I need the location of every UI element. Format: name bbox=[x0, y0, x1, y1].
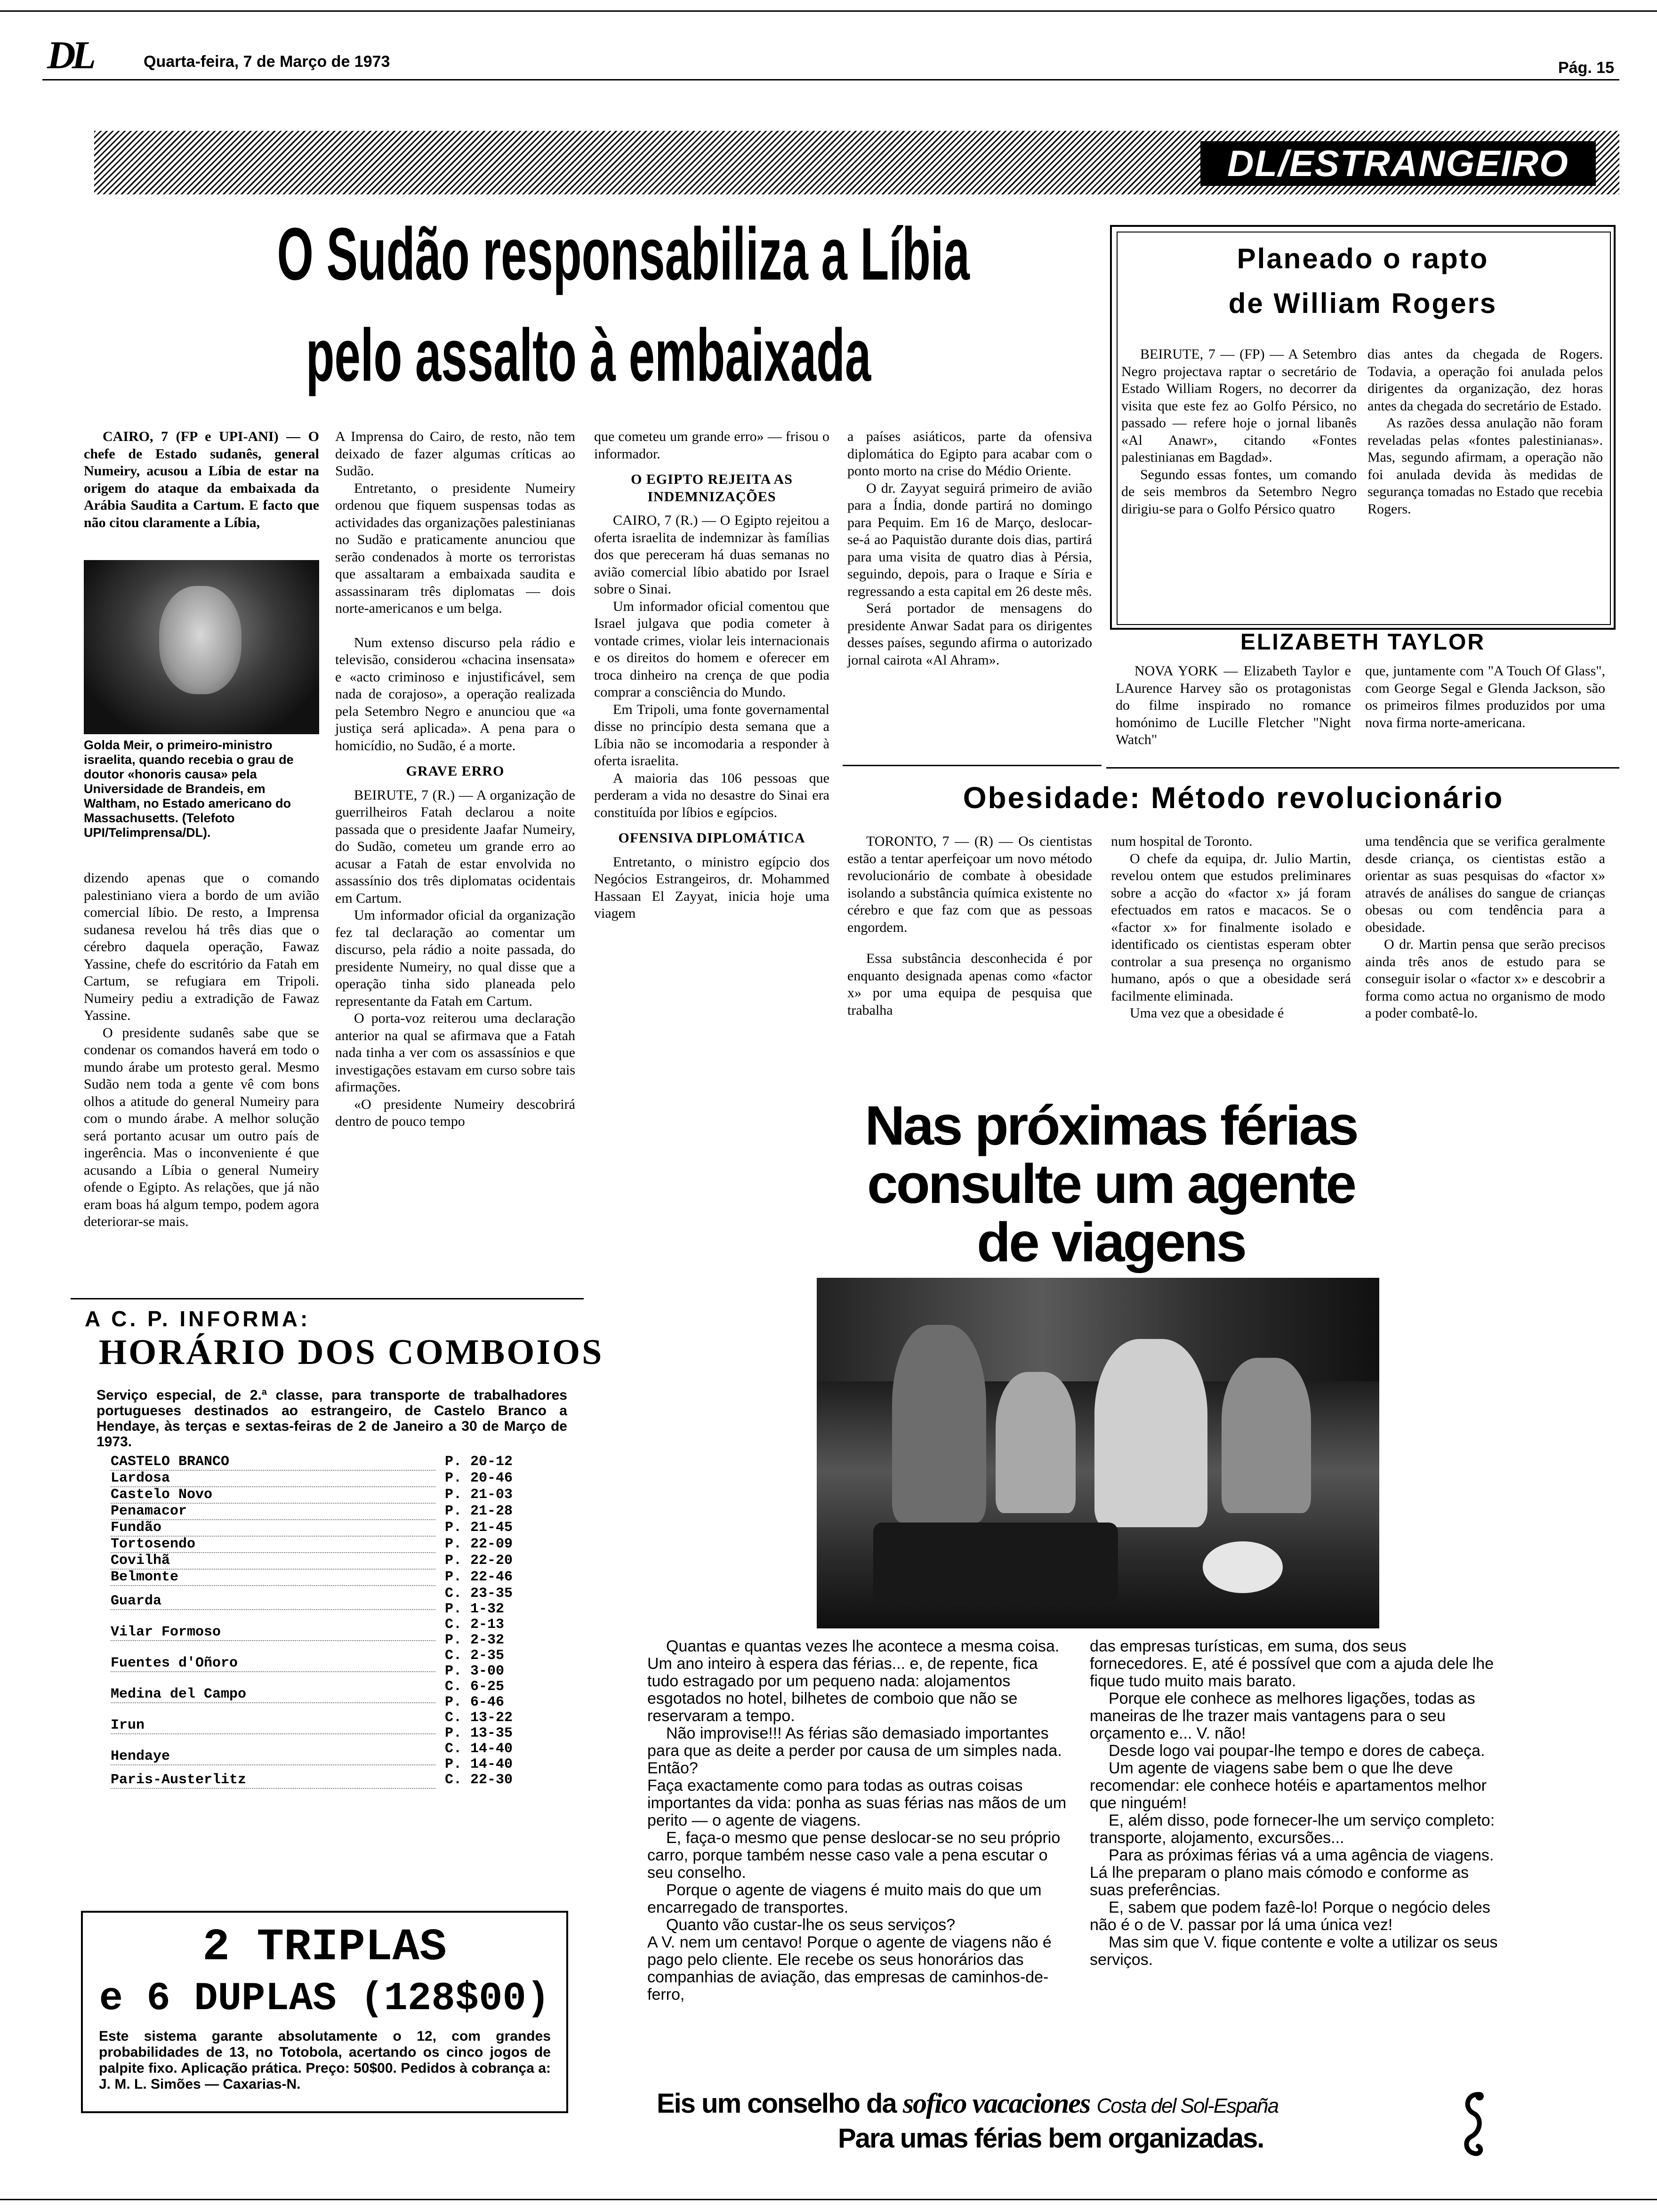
paragraph: O porta-voz reiterou uma declaração anterior na qual se afirmava que a Fatah nada tinha a ver com os assassínios e que investigações estavam em curso sobre tais afirmações. bbox=[335, 1010, 575, 1095]
paragraph: dizendo apenas que o comando palestiniano viera a bordo de um avião comercial líbio. De resto, a Imprensa sudanesa revelou há três dias que o cérebro daquela operação, Fawaz Yassine, chefe do escritório da Fatah em Cartum, se refugiara em Tripoli. Numeiry pediu a extradição de Fawaz Yassine. bbox=[84, 870, 319, 1023]
departure-time: P. 21-03 bbox=[445, 1487, 513, 1503]
header-rule bbox=[42, 79, 1619, 80]
station-times bbox=[435, 1617, 558, 1648]
paragraph: Mas sim que V. fique contente e volte a utilizar os seus serviços. bbox=[1090, 1933, 1498, 1969]
station-name: Medina del Campo bbox=[111, 1687, 435, 1703]
station-times bbox=[435, 1454, 558, 1471]
paragraph: Um informador oficial comentou que Israel julgava que podia cometer à vontade crimes, violar leis internacionais e os direitos do homem e oferecer em troca dinheiro na crença de que podia comprar a consciência do Mundo. bbox=[594, 598, 829, 700]
departure-time: P. 22-46 bbox=[445, 1569, 513, 1585]
newspaper-logo: DL bbox=[47, 33, 92, 77]
timetable-row bbox=[111, 1617, 558, 1648]
departure-time: C. 6-25 bbox=[445, 1679, 505, 1695]
comboios-kicker: A C. P. INFORMA: bbox=[85, 1306, 311, 1331]
paragraph: E, sabem que podem fazê-lo! Porque o negócio deles não é o de V. passar por lá uma única vez! bbox=[1090, 1899, 1490, 1934]
photo-figure-man bbox=[892, 1325, 986, 1523]
column-rule bbox=[843, 765, 1102, 766]
ad-headline-1: Nas próximas férias bbox=[865, 1095, 1357, 1157]
photo-figure-woman bbox=[1094, 1339, 1207, 1527]
paragraph: Entretanto, o ministro egípcio dos Negócios Estrangeiros, dr. Mohammed Hassaan El Zayyat, inicia hoje uma viagem bbox=[594, 854, 829, 921]
station-name: Tortosendo bbox=[111, 1537, 435, 1553]
taylor-rule bbox=[1106, 767, 1619, 769]
obesity-title: Obesidade: Método revolucionário bbox=[963, 781, 1504, 815]
paragraph: A maioria das 106 pessoas que perderam a vida no desastre do Sinai era constituída por líbios e egípcios. bbox=[594, 770, 829, 820]
station-name: Lardosa bbox=[111, 1471, 435, 1487]
station-times bbox=[435, 1520, 558, 1537]
departure-time: C. 13-22 bbox=[445, 1710, 513, 1726]
photo-suitcases bbox=[873, 1523, 1118, 1603]
paragraph: Desde logo vai poupar-lhe tempo e dores de cabeça. bbox=[1109, 1742, 1485, 1760]
station-name: Castelo Novo bbox=[111, 1487, 435, 1504]
paragraph: A Imprensa do Cairo, de resto, não tem deixado de fazer algumas críticas ao Sudão. bbox=[335, 429, 575, 479]
paragraph: O dr. Zayyat seguirá primeiro de avião para a Índia, donde partirá no domingo para Pequim. Em 16 de Março, deslocar-se-á ao Paquistão durante dois dias, partirá para uma visita de quatro dias à Pérsia, seguindo, depois, para o Iraque e Síria e regressando a esta capital em 26 deste mês. bbox=[847, 480, 1092, 599]
paragraph: Para as próximas férias vá a uma agência de viagens. Lá lhe preparam o plano mais cómodo e conforme as suas preferências. bbox=[1090, 1846, 1494, 1899]
departure-time: P. 21-45 bbox=[445, 1520, 513, 1536]
departure-time: P. 21-28 bbox=[445, 1503, 513, 1519]
rogers-column-1 bbox=[1121, 346, 1357, 518]
portrait-face bbox=[159, 586, 241, 694]
timetable-row bbox=[111, 1553, 558, 1570]
subheading-ofensiva: OFENSIVA DIPLOMÁTICA bbox=[618, 830, 805, 846]
timetable-row bbox=[111, 1471, 558, 1487]
bottom-border bbox=[0, 2199, 1657, 2200]
totobola-line-2: e 6 DUPLAS (128$00) bbox=[99, 1977, 550, 2021]
paragraph: O presidente sudanês sabe que se condenar os comandos haverá em todo o mundo árabe um protesto geral. Mesmo Sudão nem toda a gente vê com bons olhos a atitude do general Numeiry para com o mundo árabe. A melhor solução será portanto acusar um outro país de ingerência. Mas o inconveniente é que acusando a Líbia o general Numeiry ofende o Egipto. As relações, que já não eram boas há algum tempo, podem agora deteriorar-se mais. bbox=[84, 1025, 319, 1229]
paragraph: Num extenso discurso pela rádio e televisão, considerou «chacina insensata» e «acto criminoso e injustificável, sem nada de corajoso», a operação realizada pela Setembro Negro e anunciou que «a justiça será aplicada». A pena para o homicídio, no Sudão, é a morte. bbox=[335, 634, 575, 753]
timetable-row bbox=[111, 1504, 558, 1520]
timetable-row bbox=[111, 1741, 558, 1772]
ad-headline-2: consulte um agente bbox=[867, 1153, 1355, 1215]
paragraph: CAIRO, 7 (R.) — O Egipto rejeitou a oferta israelita de indemnizar às famílias dos que pereceram há duas semanas no avião comercial líbio abatido por Israel sobre o Sinai. bbox=[594, 513, 829, 597]
lead-headline-1: O Sudão responsabiliza a Líbia bbox=[277, 213, 970, 296]
departure-time: P. 20-12 bbox=[445, 1454, 513, 1470]
obesity-column-1 bbox=[847, 833, 1092, 1019]
comboios-title: HORÁRIO DOS COMBOIOS bbox=[99, 1332, 604, 1372]
paragraph: num hospital de Toronto. bbox=[1111, 834, 1253, 849]
paragraph: que, juntamente com "A Touch Of Glass", com George Segal e Glenda Jackson, são os primeiros filmes produzidos por uma nova firma norte-americana. bbox=[1365, 663, 1605, 730]
timetable-row bbox=[111, 1454, 558, 1471]
station-times bbox=[435, 1710, 558, 1741]
departure-time: P. 14-40 bbox=[445, 1756, 513, 1772]
timetable-row bbox=[111, 1772, 558, 1789]
ad-headline-3: de viagens bbox=[977, 1211, 1245, 1274]
station-name: Irun bbox=[111, 1718, 435, 1734]
photo-figure-child bbox=[996, 1372, 1076, 1513]
obesity-column-3 bbox=[1365, 833, 1605, 1022]
timetable-row bbox=[111, 1679, 558, 1710]
taylor-column-2 bbox=[1365, 663, 1605, 731]
paragraph: que cometeu um grande erro» — frisou o informador. bbox=[594, 429, 829, 462]
paragraph: dias antes da chegada de Rogers. Todavia, a operação foi anulada pelos dirigentes da organização, dez horas antes da chegada do secretário de Estado. bbox=[1367, 346, 1603, 414]
departure-time: C. 23-35 bbox=[445, 1586, 513, 1602]
timetable-row bbox=[111, 1648, 558, 1679]
lead-headline-2: pelo assalto à embaixada bbox=[306, 314, 871, 397]
paragraph: Não improvise!!! As férias são demasiado importantes para que as deite a perder por causa de um simples nada. Então? bbox=[647, 1724, 1062, 1777]
station-name: CASTELO BRANCO bbox=[111, 1454, 435, 1471]
paragraph: Em Tripoli, uma fonte governamental disse no princípio desta semana que a Líbia não se incomodaria a responder à oferta israelita. bbox=[594, 701, 829, 769]
departure-time: P. 22-20 bbox=[445, 1553, 513, 1569]
paragraph: a países asiáticos, parte da ofensiva diplomática do Egipto para acabar com o ponto morto na crise do Médio Oriente. bbox=[847, 429, 1092, 479]
comboios-intro: Serviço especial, de 2.ª classe, para transporte de trabalhadores portugueses destinados ao estrangeiro, de Castelo Branco a Hendaye, às terças e sextas-feiras de 2 de Janeiro a 30 de Março de 1973. bbox=[97, 1387, 567, 1450]
issue-date: Quarta-feira, 7 de Março de 1973 bbox=[144, 53, 390, 71]
photo-figure-girl bbox=[1222, 1358, 1311, 1513]
station-name: Hendaye bbox=[111, 1749, 435, 1765]
comboios-top-rule bbox=[71, 1298, 584, 1299]
ad-slogan-line-2: Para umas férias bem organizadas. bbox=[838, 2123, 1264, 2154]
station-times bbox=[435, 1471, 558, 1487]
rogers-column-2 bbox=[1367, 346, 1603, 518]
station-name: Fundão bbox=[111, 1520, 435, 1537]
paragraph: O chefe da equipa, dr. Julio Martin, revelou ontem que estudos preliminares sobre a acção do «factor x» já foram efectuados em ratos e macacos. Se o «factor x» for finalmente isolado e identificado os cientistas esperam obter controlar a sua presença no organismo humano, após o que a obesidade será facilmente eliminada. bbox=[1111, 850, 1351, 1004]
station-times bbox=[435, 1487, 558, 1504]
departure-time: C. 2-35 bbox=[445, 1648, 505, 1664]
paragraph: Quantas e quantas vezes lhe acontece a mesma coisa. Um ano inteiro à espera das férias... e, de repente, fica tudo estragado por um pequeno nada: alojamentos esgotados no hotel, bilhetes de comboio que não se reservaram a tempo. bbox=[647, 1637, 1060, 1725]
brand-location: Costa del Sol-España bbox=[1096, 2094, 1279, 2117]
timetable-row bbox=[111, 1487, 558, 1504]
subheading-egipto: O EGIPTO REJEITA AS INDEMNIZAÇÕES bbox=[631, 472, 793, 505]
paragraph: E, faça-o mesmo que pense deslocar-se no seu próprio carro, porque também nesse caso vale a pena escutar o seu conselho. bbox=[647, 1829, 1061, 1882]
station-name: Paris-Austerlitz bbox=[111, 1772, 435, 1789]
paragraph: Segundo essas fontes, um comando de seis membros da Setembro Negro dirigiu-se para o Golfo Pérsico quatro bbox=[1121, 466, 1357, 517]
timetable-row bbox=[111, 1710, 558, 1741]
paragraph: BEIRUTE, 7 (R.) — A organização de guerrilheiros Fatah declarou a noite passada que o presidente Jaafar Numeiry, do Sudão, cometeu um grande erro ao acusar a Fatah de estar envolvida no assassínio dos três diplomatas ocidentais em Cartum. bbox=[335, 787, 575, 906]
rogers-title-1: Planeado o rapto bbox=[1237, 243, 1489, 274]
golda-meir-photo bbox=[84, 560, 319, 734]
paragraph: CAIRO, 7 (FP e UPI-ANI) — O chefe de Estado sudanês, general Numeiry, acusou a Líbia de estar na origem do ataque da embaixada da Arábia Saudita a Cartum. E facto que não citou claramente a Líbia, bbox=[84, 429, 319, 530]
station-times bbox=[435, 1537, 558, 1553]
station-times bbox=[435, 1772, 558, 1789]
paragraph: Porque ele conhece as melhores ligações, todas as maneiras de lhe trazer mais vantagens para o seu orçamento e... V. não! bbox=[1090, 1690, 1475, 1742]
departure-time: P. 22-09 bbox=[445, 1536, 513, 1552]
lead-column-2 bbox=[335, 428, 575, 1130]
paragraph: O dr. Martin pensa que serão precisos ainda três anos de estudo para se conseguir isolar o «factor x» e descobrir a forma como actua no organismo de modo a poder combatê-lo. bbox=[1365, 937, 1605, 1021]
lead-column-4 bbox=[847, 428, 1092, 669]
lead-column-3 bbox=[594, 428, 829, 922]
paragraph: BEIRUTE, 7 — (FP) — A Setembro Negro projectava raptar o secretário de Estado William Rogers, no decorrer da visita que este fez ao Golfo Pérsico, no passado — refere hoje o jornal libanês «Al Anawr», citando «Fontes palestinianas em Bagdad». bbox=[1121, 346, 1357, 465]
top-border bbox=[0, 10, 1657, 12]
departure-time: P. 1-32 bbox=[445, 1601, 505, 1617]
ad-column-1 bbox=[647, 1638, 1071, 2004]
departure-time: P. 13-35 bbox=[445, 1725, 513, 1741]
departure-time: C. 22-30 bbox=[445, 1772, 513, 1788]
taylor-column-1 bbox=[1116, 663, 1351, 749]
paragraph: Entretanto, o presidente Numeiry ordenou que fiquem suspensas todas as actividades das organizações palestinianas no Sudão e praticamente anunciou que serão condenados à morte os terroristas que assaltaram a embaixada saudita e assassinaram três diplomatas — dois norte-americanos e um belga. bbox=[335, 480, 575, 616]
paragraph: Quanto vão custar-lhe os seus serviços? bbox=[666, 1916, 956, 1934]
station-times bbox=[435, 1648, 558, 1679]
paragraph: Um agente de viagens sabe bem o que lhe deve recomendar: ele conhece hotéis e apartamentos melhor que ninguém! bbox=[1090, 1759, 1487, 1812]
station-name: Vilar Formoso bbox=[111, 1625, 435, 1641]
paragraph: As razões dessa anulação não foram reveladas pelas «fontes palestinianas». Mas, segundo afirmam, a operação não foi anulada devida às medidas de segurança tomadas no Estado que recebia Rogers. bbox=[1367, 415, 1603, 517]
lead-column-1 bbox=[84, 428, 319, 531]
timetable-row bbox=[111, 1570, 558, 1586]
station-times bbox=[435, 1679, 558, 1710]
station-name: Covilhã bbox=[111, 1553, 435, 1570]
station-name: Belmonte bbox=[111, 1570, 435, 1586]
departure-time: C. 2-13 bbox=[445, 1617, 505, 1633]
totobola-body: Este sistema garante absolutamente o 12, com grandes probabilidades de 13, no Totobola, acertando os cinco jogos de palpite fixo. Aplicação prática. Preço: 50$00. Pedidos à cobrança a: J. M. L. Simões — Caxarias-N. bbox=[99, 2028, 551, 2092]
section-title: DL/ESTRANGEIRO bbox=[1200, 141, 1596, 186]
subheading-grave-erro: GRAVE ERRO bbox=[406, 763, 505, 779]
paragraph: Essa substância desconhecida é por enquanto designada apenas como «factor x» por uma equipa de pesquisa que trabalha bbox=[847, 951, 1092, 1018]
station-times bbox=[435, 1504, 558, 1520]
rogers-title-2: de William Rogers bbox=[1228, 288, 1497, 319]
comboios-timetable bbox=[111, 1454, 558, 1789]
travel-photo bbox=[817, 1278, 1379, 1628]
paragraph: Será portador de mensagens do presidente Anwar Sadat para os dirigentes desses países, segundo afirma o autorizado jornal cairota «Al Ahram». bbox=[847, 601, 1092, 668]
slogan-lead: Eis um conselho da bbox=[657, 2088, 896, 2119]
photo-hat bbox=[1203, 1541, 1283, 1593]
paragraph: NOVA YORK — Elizabeth Taylor e LAurence Harvey são os protagonistas do filme inspirado no romance homónimo de Lucille Fletcher "Night Watch" bbox=[1116, 663, 1351, 747]
departure-time: C. 14-40 bbox=[445, 1741, 513, 1757]
taylor-title: ELIZABETH TAYLOR bbox=[1240, 630, 1485, 655]
obesity-column-2 bbox=[1111, 833, 1351, 1022]
timetable-row bbox=[111, 1537, 558, 1553]
paragraph: A V. nem um centavo! Porque o agente de viagens não é pago pelo cliente. Ele recebe os seus honorários das companhias de aviação, das empresas de caminhos-de-ferro, bbox=[647, 1933, 1052, 2004]
paragraph: Faça exactamente como para todas as outras coisas importantes da vida: ponha as suas férias nas mãos de um perito — o agente de viagens. bbox=[647, 1777, 1067, 1829]
departure-time: P. 2-32 bbox=[445, 1632, 505, 1648]
totobola-line-1: 2 TRIPLAS bbox=[202, 1922, 447, 1973]
station-name: Fuentes d'Oñoro bbox=[111, 1656, 435, 1672]
paragraph: Porque o agente de viagens é muito mais do que um encarregado de transportes. bbox=[647, 1881, 1042, 1916]
station-name: Guarda bbox=[111, 1594, 435, 1610]
lead-column-1b bbox=[84, 870, 319, 1231]
timetable-row bbox=[111, 1520, 558, 1537]
page-number: Pág. 15 bbox=[1558, 59, 1615, 77]
paragraph: uma tendência que se verifica geralmente desde criança, os cientistas estão a orientar as suas pesquisas do «factor x» através de análises do sangue de crianças obesas ou com tendência para a obesidade. bbox=[1365, 834, 1605, 935]
photo-caption: Golda Meir, o primeiro-ministro israelita, quando recebia o grau de doutor «honoris causa» pela Universidade de Brandeis, em Waltham, no Estado americano do Massachusetts. (Telefoto UPI/Telimprensa/DL). bbox=[84, 738, 294, 840]
station-times bbox=[435, 1553, 558, 1570]
departure-time: P. 6-46 bbox=[445, 1694, 505, 1710]
ad-column-2 bbox=[1090, 1638, 1499, 1969]
station-name: Penamacor bbox=[111, 1504, 435, 1520]
sofico-brand: sofico vacaciones bbox=[902, 2088, 1090, 2119]
paragraph: E, além disso, pode fornecer-lhe um serviço completo: transporte, alojamento, excursões... bbox=[1090, 1811, 1495, 1847]
paragraph: Uma vez que a obesidade é bbox=[1130, 1005, 1284, 1021]
paragraph: TORONTO, 7 — (R) — Os cientistas estão a tentar aperfeiçoar um novo método revolucionário de combate à obesidade isolando a substância química existente no cérebro e que faz com que as pessoas engordem. bbox=[847, 834, 1092, 935]
timetable-row bbox=[111, 1586, 558, 1617]
seahorse-logo-icon bbox=[1457, 2090, 1490, 2160]
station-times bbox=[435, 1741, 558, 1772]
paragraph: Um informador oficial da organização fez tal declaração ao comentar um discurso, pela rádio a noite passada, do presidente Numeiry, no qual disse que a operação tinha sido planeada pelo representante da Fatah em Cartum. bbox=[335, 907, 575, 1009]
paragraph: das empresas turísticas, em suma, dos seus fornecedores. E, até é possível que com a ajuda dele lhe fique tudo muito mais barato. bbox=[1090, 1637, 1494, 1690]
station-times bbox=[435, 1570, 558, 1586]
paragraph: «O presidente Numeiry descobrirá dentro de pouco tempo bbox=[335, 1096, 575, 1129]
departure-time: P. 20-46 bbox=[445, 1470, 513, 1486]
ad-slogan-line-1 bbox=[657, 2087, 1278, 2120]
departure-time: P. 3-00 bbox=[445, 1663, 505, 1679]
station-times bbox=[435, 1586, 558, 1617]
